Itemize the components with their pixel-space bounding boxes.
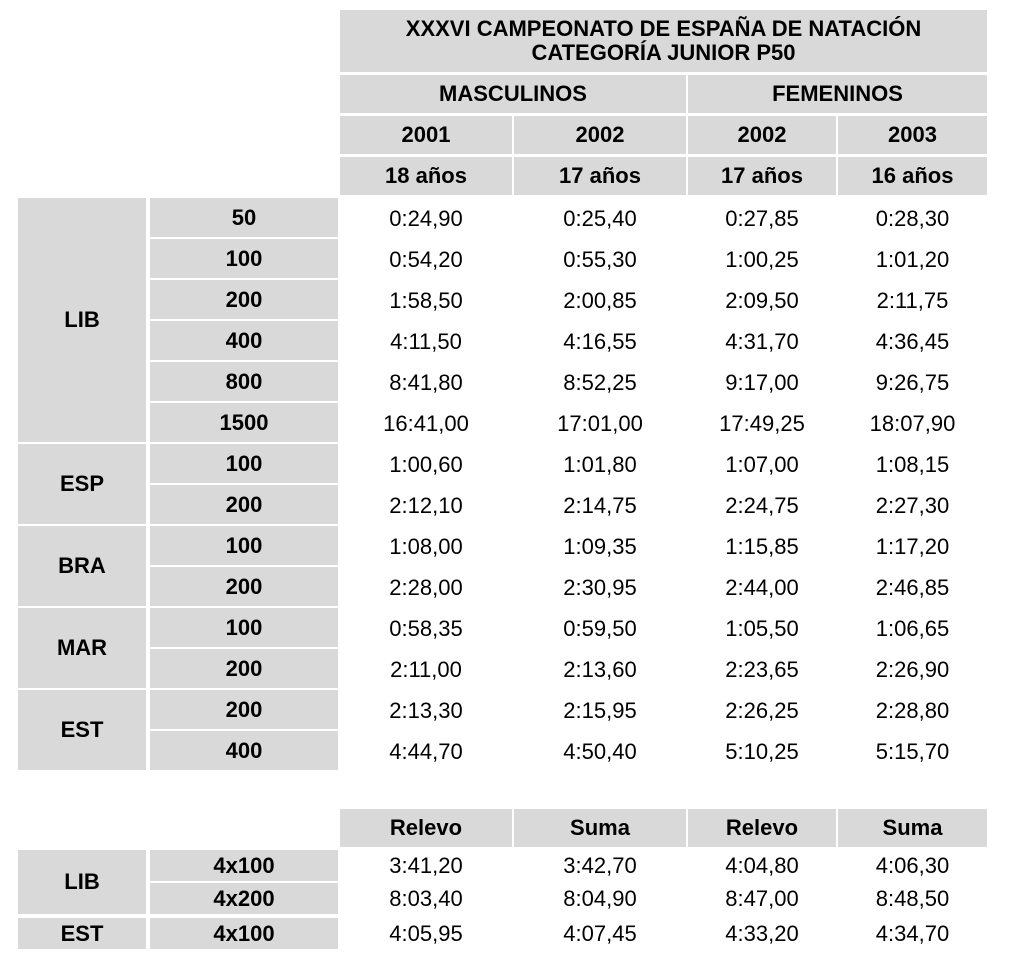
relay-distance-label: 4x100	[150, 850, 338, 881]
distance-label: 1500	[150, 403, 338, 442]
time-cell: 9:17,00	[725, 369, 799, 395]
time-cell: 2:26,90	[875, 656, 950, 682]
stroke-label: ESP	[18, 444, 146, 524]
year-header: 2001	[340, 116, 512, 154]
distance-label: 100	[150, 526, 338, 565]
time-cell: 17:01,00	[557, 410, 643, 436]
distance-label: 800	[150, 362, 338, 401]
time-cell: 0:55,30	[563, 246, 637, 272]
time-cell: 1:00,60	[389, 451, 463, 477]
age-header: 18 años	[340, 157, 512, 195]
time-cell: 1:58,50	[389, 287, 463, 313]
time-cell: 4:31,70	[725, 328, 799, 354]
time-cell: 17:49,25	[719, 410, 805, 436]
time-cell: 2:11,75	[876, 287, 949, 313]
time-cell: 8:41,80	[389, 369, 463, 395]
time-cell: 2:13,30	[389, 697, 463, 723]
relay-time-cell: 8:48,50	[875, 885, 950, 911]
time-cell: 2:46,85	[875, 574, 950, 600]
time-cell: 2:24,75	[725, 492, 799, 518]
time-cell: 2:14,75	[563, 492, 637, 518]
distance-label: 200	[150, 567, 338, 606]
distance-label: 200	[150, 649, 338, 688]
time-cell: 1:17,20	[875, 533, 950, 559]
gender-header-masculinos: MASCULINOS	[340, 75, 686, 113]
relay-header: Relevo	[688, 809, 836, 847]
time-cell: 2:11,00	[390, 656, 462, 682]
relay-time-cell: 4:33,20	[725, 920, 799, 946]
relay-header: Suma	[838, 809, 987, 847]
time-cell: 1:15,85	[725, 533, 799, 559]
relay-time-cell: 8:47,00	[725, 885, 799, 911]
gender-header-femeninos: FEMENINOS	[688, 75, 987, 113]
time-cell: 2:28,80	[875, 697, 950, 723]
time-cell: 18:07,90	[869, 410, 956, 436]
title-line-2: CATEGORÍA JUNIOR P50	[531, 40, 796, 65]
time-cell: 2:00,85	[563, 287, 637, 313]
time-cell: 0:54,20	[389, 246, 463, 272]
relay-stroke-label: LIB	[18, 850, 146, 914]
time-cell: 1:08,15	[875, 451, 950, 477]
time-cell: 2:13,60	[563, 656, 637, 682]
time-cell: 8:52,25	[563, 369, 637, 395]
relay-time-cell: 4:07,45	[563, 920, 637, 946]
time-cell: 1:00,25	[725, 246, 799, 272]
time-cell: 4:36,45	[875, 328, 950, 354]
time-cell: 5:15,70	[875, 738, 950, 764]
time-cell: 0:59,50	[563, 615, 637, 641]
age-header: 17 años	[514, 157, 686, 195]
time-cell: 4:16,55	[563, 328, 637, 354]
time-cell: 2:09,50	[725, 287, 799, 313]
time-cell: 0:24,90	[389, 205, 463, 231]
relay-time-cell: 8:03,40	[389, 885, 463, 911]
relay-time-cell: 3:41,20	[389, 852, 463, 878]
time-cell: 2:23,65	[725, 656, 799, 682]
time-cell: 1:09,35	[563, 533, 637, 559]
time-cell: 2:28,00	[389, 574, 463, 600]
relay-header: Relevo	[340, 809, 512, 847]
year-header: 2003	[838, 116, 987, 154]
table-title	[340, 10, 987, 72]
age-header: 16 años	[838, 157, 987, 195]
relay-distance-label: 4x200	[150, 883, 338, 914]
age-header: 17 años	[688, 157, 836, 195]
time-cell: 1:08,00	[389, 533, 463, 559]
year-header: 2002	[514, 116, 686, 154]
distance-label: 100	[150, 444, 338, 483]
time-cell: 4:44,70	[389, 738, 463, 764]
distance-label: 200	[150, 690, 338, 729]
stroke-label: LIB	[18, 198, 146, 442]
relay-stroke-label: EST	[18, 918, 146, 949]
distance-label: 400	[150, 321, 338, 360]
stroke-label: BRA	[18, 526, 146, 606]
distance-label: 50	[150, 198, 338, 237]
time-cell: 2:44,00	[725, 574, 799, 600]
time-cell: 0:28,30	[875, 205, 950, 231]
time-cell: 2:30,95	[563, 574, 637, 600]
time-cell: 4:50,40	[563, 738, 637, 764]
relay-time-cell: 4:34,70	[875, 920, 950, 946]
time-cell: 1:07,00	[725, 451, 799, 477]
relay-time-cell: 4:05,95	[389, 920, 463, 946]
time-cell: 16:41,00	[383, 410, 469, 436]
time-cell: 2:12,10	[389, 492, 463, 518]
time-cell: 2:27,30	[875, 492, 950, 518]
relay-header: Suma	[514, 809, 686, 847]
distance-label: 400	[150, 731, 338, 770]
time-cell: 1:06,65	[875, 615, 950, 641]
title-line-1: XXXVI CAMPEONATO DE ESPAÑA DE NATACIÓN	[405, 16, 922, 41]
time-cell: 1:01,20	[875, 246, 950, 272]
relay-distance-label: 4x100	[150, 918, 338, 949]
time-cell: 1:01,80	[563, 451, 637, 477]
relay-time-cell: 4:04,80	[725, 852, 799, 878]
time-cell: 0:58,35	[389, 615, 463, 641]
stroke-label: EST	[18, 690, 146, 770]
year-header: 2002	[688, 116, 836, 154]
distance-label: 200	[150, 485, 338, 524]
relay-time-cell: 4:06,30	[875, 852, 950, 878]
stroke-label: MAR	[18, 608, 146, 688]
relay-time-cell: 8:04,90	[563, 885, 637, 911]
time-cell: 2:26,25	[725, 697, 799, 723]
time-cell: 0:27,85	[725, 205, 799, 231]
distance-label: 100	[150, 239, 338, 278]
relay-time-cell: 3:42,70	[563, 852, 637, 878]
time-cell: 0:25,40	[563, 205, 637, 231]
distance-label: 100	[150, 608, 338, 647]
time-cell: 4:11,50	[390, 328, 462, 354]
time-cell: 2:15,95	[563, 697, 637, 723]
time-cell: 9:26,75	[875, 369, 950, 395]
time-cell: 1:05,50	[725, 615, 799, 641]
time-cell: 5:10,25	[725, 738, 799, 764]
distance-label: 200	[150, 280, 338, 319]
